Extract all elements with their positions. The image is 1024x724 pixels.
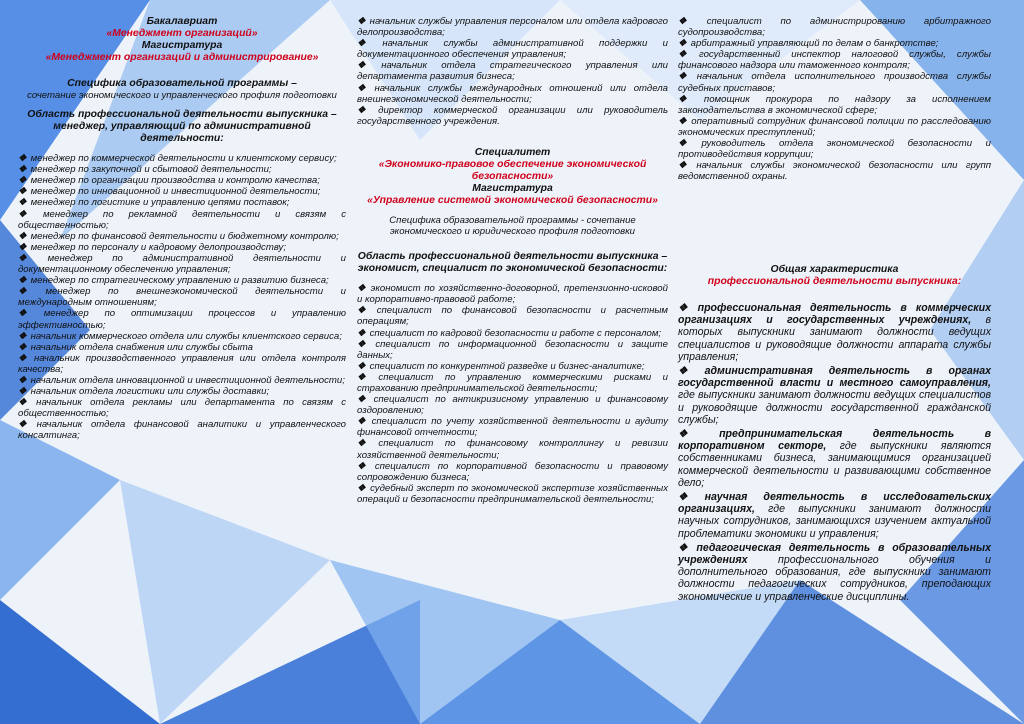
list-item: ❖ менеджер по финансовой деятельности и бюджетному контролю; (18, 230, 339, 242)
list-item: ❖ специалист по администрированию арбитражного судопроизводства; (678, 16, 991, 39)
list-item: ❖ менеджер по административной деятельности и документационному обеспечению управления; (18, 252, 346, 276)
bullet-icon: ❖ (678, 428, 716, 441)
bullet-icon: ❖ (357, 327, 366, 339)
bullet-icon: ❖ (18, 352, 30, 364)
bullet-icon: ❖ (678, 541, 693, 554)
list-item: ❖ специалист по учету хозяйственной деятельности и аудиту финансовой отчетности; (357, 416, 668, 439)
list-item: ❖ специалист по финансовому контроллингу и ревизии хозяйственной деятельности; (357, 438, 668, 461)
bullet-icon: ❖ (357, 360, 366, 372)
bullet-icon: ❖ (357, 38, 379, 50)
program-name-bachelor: «Менеджмент организаций» (106, 28, 258, 39)
bullet-icon: ❖ (357, 16, 366, 27)
bullet-icon: ❖ (357, 416, 368, 428)
career-list-1 (18, 153, 346, 441)
bullet-icon: ❖ (18, 153, 27, 165)
list-item: ❖ начальник службы международных отношений или отдела внешнеэкономической деятельности; (357, 82, 668, 105)
bullet-icon: ❖ (357, 371, 375, 383)
bullet-icon: ❖ (357, 82, 371, 94)
column-2 (357, 16, 668, 505)
list-item: ❖ специалист по кадровой безопасности и работе с персоналом; (357, 327, 662, 339)
bullet-icon: ❖ (18, 197, 27, 209)
bullet-icon: ❖ (357, 283, 367, 295)
program-level-master-2: Магистратура (472, 182, 553, 194)
bullet-icon: ❖ (678, 115, 688, 127)
bullet-icon: ❖ (678, 160, 693, 172)
list-item: ❖ специалист по информационной безопасности и защите данных; (357, 338, 668, 361)
bullet-icon: ❖ (357, 305, 373, 317)
bullet-icon: ❖ (357, 394, 370, 406)
bullet-icon: ❖ (357, 482, 367, 494)
bullet-icon: ❖ (678, 302, 694, 314)
bullet-icon: ❖ (357, 60, 378, 72)
bullet-icon: ❖ (678, 365, 701, 378)
list-item: ❖ специалист по управлению коммерческими рисками и страхованию предпринимательской деятельности; (357, 371, 668, 394)
bullet-icon: ❖ (678, 71, 693, 83)
list-item: ❖ профессиональная деятельность в коммерческих организациях и государственных учреждениях, в которых выпускники занимают должности ведущих специалистов и руководящие должности аппарата службы управления; (678, 302, 992, 363)
list-item: ❖ помощник прокурора по надзору за исполнением законодательства в экономической сфере; (678, 93, 991, 116)
list-item: ❖ арбитражный управляющий по делам о банкротстве; (678, 38, 939, 50)
list-item: ❖ менеджер по стратегическому управлению и развитию бизнеса; (18, 275, 329, 287)
column-1 (18, 16, 346, 442)
career-list-2 (357, 283, 668, 505)
list-item: ❖ начальник службы административной поддержки и документационного обеспечения управления; (357, 38, 668, 61)
list-item: ❖ судебный эксперт по экономической экспертизе хозяйственных операций и безопасности предпринимательской деятельности; (357, 482, 668, 505)
career-list-2-continued (678, 16, 991, 182)
general-title: Общая характеристика (770, 264, 899, 275)
list-item: ❖ начальник производственного управления или отдела контроля качества; (18, 352, 346, 375)
list-item: ❖ менеджер по логистике и управлению цепями поставок; (18, 197, 290, 209)
bullet-icon: ❖ (357, 460, 371, 472)
bullet-icon: ❖ (678, 93, 700, 105)
list-item: ❖ начальник отдела снабжения или службы сбыта (18, 341, 253, 353)
program-level-bachelor: Бакалавриат (146, 16, 218, 27)
bullet-icon: ❖ (678, 491, 701, 504)
bullet-icon: ❖ (18, 419, 33, 431)
specifics-text-2: Специфика образовательной программы - сочетание экономического и юридического профиля подготовки (389, 214, 636, 238)
program-name-master: «Менеджмент организаций и администрирование» (45, 52, 319, 63)
list-item: ❖ специалист по конкурентной разведке и бизнес-аналитике; (357, 360, 645, 372)
bullet-icon: ❖ (18, 164, 27, 176)
program-name-master-2: «Управление системой экономической безопасности» (367, 194, 658, 206)
list-item: ❖ руководитель отдела экономической безопасности и противодействия коррупции; (678, 138, 991, 161)
list-item: ❖ начальник отдела рекламы или департамента по связям с общественностью; (18, 397, 346, 420)
general-list (678, 302, 991, 603)
list-item: ❖ административная деятельность в органах государственной власти и местного самоуправления, где выпускники занимают должности ведущих специалистов и руководящие должности государственной гражданской службы; (678, 365, 992, 426)
list-item: ❖ менеджер по персоналу и кадровому делопроизводству; (18, 241, 286, 253)
bullet-icon: ❖ (18, 286, 42, 298)
list-item: ❖ начальник службы управления персоналом или отдела кадрового делопроизводства; (357, 16, 668, 39)
bullet-icon: ❖ (678, 38, 687, 50)
bullet-icon: ❖ (18, 241, 27, 253)
list-item: ❖ начальник коммерческого отдела или службы клиентского сервиса; (18, 330, 342, 342)
bullet-icon: ❖ (18, 175, 27, 187)
list-item: ❖ менеджер по рекламной деятельности и связям с общественностью; (18, 208, 346, 231)
bullet-icon: ❖ (18, 330, 27, 342)
bullet-icon: ❖ (18, 386, 27, 398)
program-level-master: Магистратура (141, 40, 223, 51)
list-item: ❖ начальник отдела исполнительного производства службы судебных приставов; (678, 71, 991, 94)
area-title-2: Область профессиональной деятельности выпускника – экономист, специалист по экономической безопасности: (357, 251, 668, 275)
list-item: ❖ менеджер по закупочной и сбытовой деятельности; (18, 164, 272, 176)
bullet-icon: ❖ (18, 252, 44, 264)
list-item: ❖ предпринимательская деятельность в корпоративном секторе, где выпускники являются собственниками бизнеса, занимающимися организацией коммерческой деятельности и развивающими собственное дело; (678, 428, 992, 489)
list-item: ❖ начальник отдела логистики или службы доставки; (18, 386, 270, 398)
bullet-icon: ❖ (18, 341, 27, 353)
bullet-icon: ❖ (18, 208, 39, 220)
list-item: ❖ директор коммерческой организации или руководитель государственного учреждения. (357, 104, 668, 127)
general-characteristics (678, 264, 991, 605)
bullet-icon: ❖ (357, 438, 375, 450)
list-item: ❖ менеджер по внешнеэкономической деятельности и международным отношениям; (18, 286, 346, 309)
bullet-icon: ❖ (678, 16, 703, 27)
list-item: ❖ начальник отдела стратегического управления или департамента развития бизнеса; (357, 60, 669, 83)
bullet-icon: ❖ (18, 186, 27, 198)
bullet-icon: ❖ (678, 138, 698, 150)
area-title: Область профессиональной деятельности выпускника – менеджер, управляющий по административной деятельности: (27, 109, 337, 145)
list-item: ❖ педагогическая деятельность в образовательных учреждениях профессионального обучения и дополнительного образования, где выпускники занимают должности педагогических сотрудников, преподающих экономические и управленческие дисциплины. (678, 541, 991, 603)
list-item: ❖ менеджер по оптимизации процессов и управлению эффективностью; (18, 308, 346, 331)
program-name-specialist: «Экономико-правовое обеспечение экономической безопасности» (378, 158, 647, 182)
bullet-icon: ❖ (678, 49, 695, 61)
bullet-icon: ❖ (357, 338, 372, 350)
list-item: ❖ специалист по финансовой безопасности и расчетным операциям; (357, 305, 668, 328)
column-3 (678, 16, 991, 182)
list-item: ❖ начальник службы экономической безопасности или групп ведомственной охраны. (678, 160, 991, 183)
bullet-icon: ❖ (18, 397, 33, 409)
list-item: ❖ государственный инспектор налоговой службы, службы финансового надзора или таможенного контроля; (678, 49, 991, 72)
bullet-icon: ❖ (357, 104, 375, 116)
list-item: ❖ начальник отдела инновационной и инвестиционной деятельности; (18, 374, 345, 386)
list-item: ❖ оперативный сотрудник финансовой полиции по расследованию экономических преступлений; (678, 115, 991, 138)
specifics-title: Специфика образовательной программы – (67, 78, 297, 89)
program-level-specialist: Специалитет (474, 146, 551, 158)
bullet-icon: ❖ (18, 230, 27, 242)
list-item: ❖ менеджер по инновационной и инвестиционной деятельности; (18, 186, 321, 198)
list-item: ❖ менеджер по организации производства и контролю качества; (18, 175, 320, 187)
list-item: ❖ специалист по антикризисному управлению и финансовому оздоровлению; (357, 394, 668, 417)
career-list-1-continued (357, 16, 668, 127)
list-item: ❖ начальник отдела финансовой аналитики и управленческого консалтинга; (18, 419, 346, 442)
bullet-icon: ❖ (18, 374, 27, 386)
specifics-text: сочетание экономического и управленческого профиля подготовки (27, 90, 337, 101)
general-subtitle: профессиональной деятельности выпускника: (707, 276, 962, 287)
bullet-icon: ❖ (18, 275, 27, 287)
list-item: ❖ экономист по хозяйственно-договорной, претензионно-исковой и корпоративно-правовой работе; (357, 283, 668, 306)
list-item: ❖ специалист по корпоративной безопасности и правовому сопровождению бизнеса; (357, 460, 668, 483)
list-item: ❖ научная деятельность в исследовательских организациях, где выпускники занимают должности научных сотрудников, занимающихся изучением актуальной проблематики экономики и управления; (678, 491, 991, 540)
list-item: ❖ менеджер по коммерческой деятельности и клиентскому сервису; (18, 153, 337, 165)
bullet-icon: ❖ (18, 308, 40, 320)
